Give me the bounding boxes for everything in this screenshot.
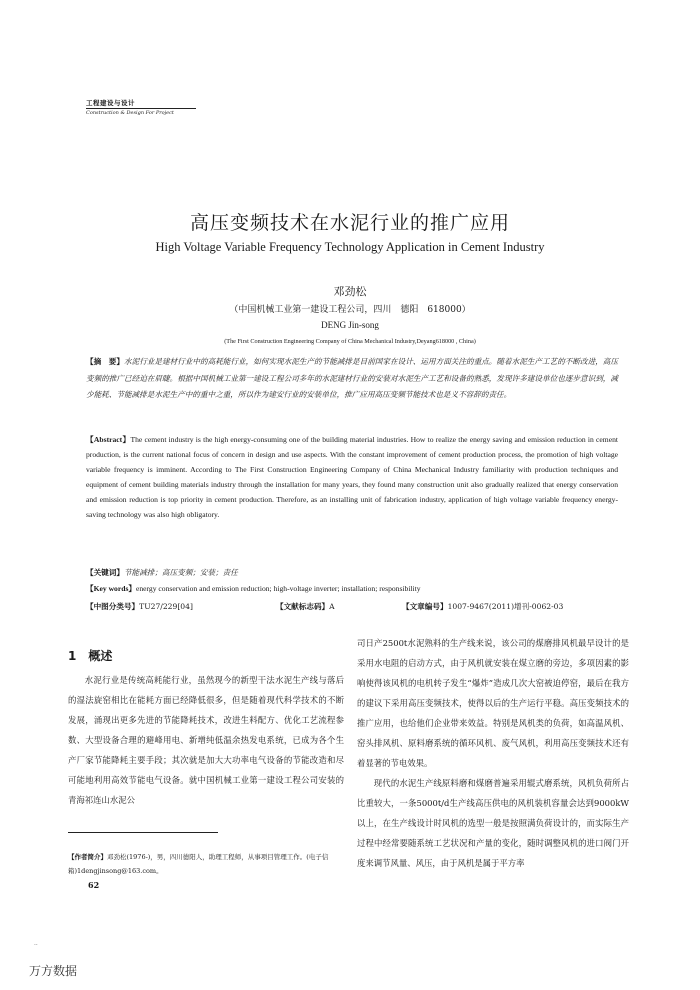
abstract-en-label: 【Abstract】 <box>86 435 131 444</box>
abstract-en <box>86 432 618 522</box>
left-column <box>68 647 344 810</box>
keywords-en-text: energy conservation and emission reduction; high-voltage inverter; installation; responsibility <box>136 584 421 593</box>
footnote-text: 邓劲松(1976-)，男，四川德阳人，助理工程师，从事项目管理工作。(电子信箱)1dengjinsong@163.com。 <box>68 853 329 875</box>
keywords-cn-text: 节能减排；高压变频；安装；责任 <box>123 568 238 577</box>
article-number-value: 1007-9467(2011)增刊-0062-03 <box>447 602 564 611</box>
abstract-cn <box>86 354 618 404</box>
keywords-cn-label: 【关键词】 <box>86 568 124 577</box>
title-en: High Voltage Variable Frequency Technology Application in Cement Industry <box>155 240 545 254</box>
clc-value: TU27/229[04] <box>139 602 193 611</box>
abstract-cn-label: 【摘 要】 <box>86 357 124 366</box>
watermark: 万方数据 <box>29 964 78 978</box>
article-number-label: 【文章编号】 <box>402 602 448 611</box>
right-paragraph-2: 现代的水泥生产线原料磨和煤磨普遍采用辊式磨系统，风机负荷所占比重较大，一条5000t/d生产线高压供电的风机装机容量会达到9000kW以上，在生产线设计时风机的选型一般是按照满负荷设计的，而实际生产过程中经常要随系统工艺状况和产量的变化，随时调整风机的进口阀门开度来调节风量、风压，由于风机是属于平方率 <box>357 778 629 868</box>
right-paragraph-1: 司日产2500t水泥熟料的生产线来说，该公司的煤磨排风机最早设计的是采用水电阻的启动方式，由于风机就安装在煤立磨的旁边，多项因素的影响使得该风机的电机转子发生“爆炸”造成几次大窑被迫停窑，最后在我方的建议下采用高压变频技术，使得以后的生产运行平稳。高压变频技术的推广应用，也给他们企业带来效益。特别是风机类的负荷，如高温风机、窑头排风机、原料磨系统的循环风机、废气风机，利用高压变频技术还有着显著的节电效果。 <box>357 638 629 768</box>
right-column <box>357 633 629 873</box>
keywords-cn <box>86 567 618 578</box>
article-number <box>402 601 563 612</box>
abstract-en-text: The cement industry is the high energy-consuming one of the building material industries. How to realize the energy saving and emission reduction in cement production, is the current national focus of concern in design and use aspects. With the constant improvement of cement production process, the promotion of high voltage variable frequency is imminent. According to The First Construction Engineering Company of China Mechanical Industry familiarity with production techniques and equipment of cement building materials industry through the installation for many years, they found many construction unit also gradually realized that energy conservation and emission reduction is top priority in cement production. Therefore, as an installing unit of fabrication industry, application of high voltage variable frequency energy-saving technology was also high obligatory. <box>86 435 618 519</box>
affiliation-cn: （中国机械工业第一建设工程公司，四川 德阳 618000） <box>229 305 471 315</box>
clc-number <box>86 601 193 612</box>
journal-header-en: Construction & Design For Project <box>86 108 196 116</box>
journal-header <box>86 98 196 116</box>
doc-code-value: A <box>329 602 335 611</box>
document-code <box>276 601 335 612</box>
doc-code-label: 【文献标志码】 <box>276 602 330 611</box>
keywords-en-label: 【Key words】 <box>86 584 136 593</box>
bottom-dots: ·· <box>34 942 38 949</box>
author-en: DENG Jin-song <box>321 320 379 330</box>
section-heading: 1 概述 <box>68 649 113 663</box>
clc-label: 【中图分类号】 <box>86 602 140 611</box>
page-number: 62 <box>88 880 100 890</box>
abstract-cn-text: 水泥行业是建材行业中的高耗能行业，如何实现水泥生产的节能减排是目前国家在设计、运用方面关注的重点。随着水泥生产工艺的不断改进，高压变频的推广已经迫在眉睫。根据中国机械工业第一建设工程公司多年的水泥建材行业的安装对水泥生产工艺和设备的熟悉，发现许多建设单位也逐步意识到，减少能耗、节能减排是水泥生产中的重中之重，所以作为建安行业的安装单位，推广应用高压变频节能技术也是义不容辞的责任。 <box>86 357 618 399</box>
footnote-divider <box>68 832 218 833</box>
footnote-label: 【作者简介】 <box>68 853 107 861</box>
author-footnote <box>68 850 348 878</box>
section-1-paragraph: 水泥行业是传统高耗能行业，虽然现今的新型干法水泥生产线与落后的湿法旋窑相比在能耗方面已经降低很多，但是随着现代科学技术的不断发展，涌现出更多先进的节能降耗技术，改进生料配方、优化工艺流程参数、大型设备合理的避峰用电、新增纯低温余热发电系统，已成为各个生产厂家节能降耗主要手段；其次就是加大大功率电气设备的节能改造和尽可能地利用高效节能电气设备。就中国机械工业第一建设工程公司安装的青海祁连山水泥公 <box>68 675 344 805</box>
title-cn: 高压变频技术在水泥行业的推广应用 <box>189 212 510 234</box>
affiliation-en: (The First Construction Engineering Company of China Mechanical Industry,Deyang618000 , China) <box>224 338 476 345</box>
author-cn: 邓劲松 <box>333 285 367 298</box>
journal-header-cn: 工程建设与设计 <box>86 99 135 107</box>
keywords-en <box>86 583 618 594</box>
